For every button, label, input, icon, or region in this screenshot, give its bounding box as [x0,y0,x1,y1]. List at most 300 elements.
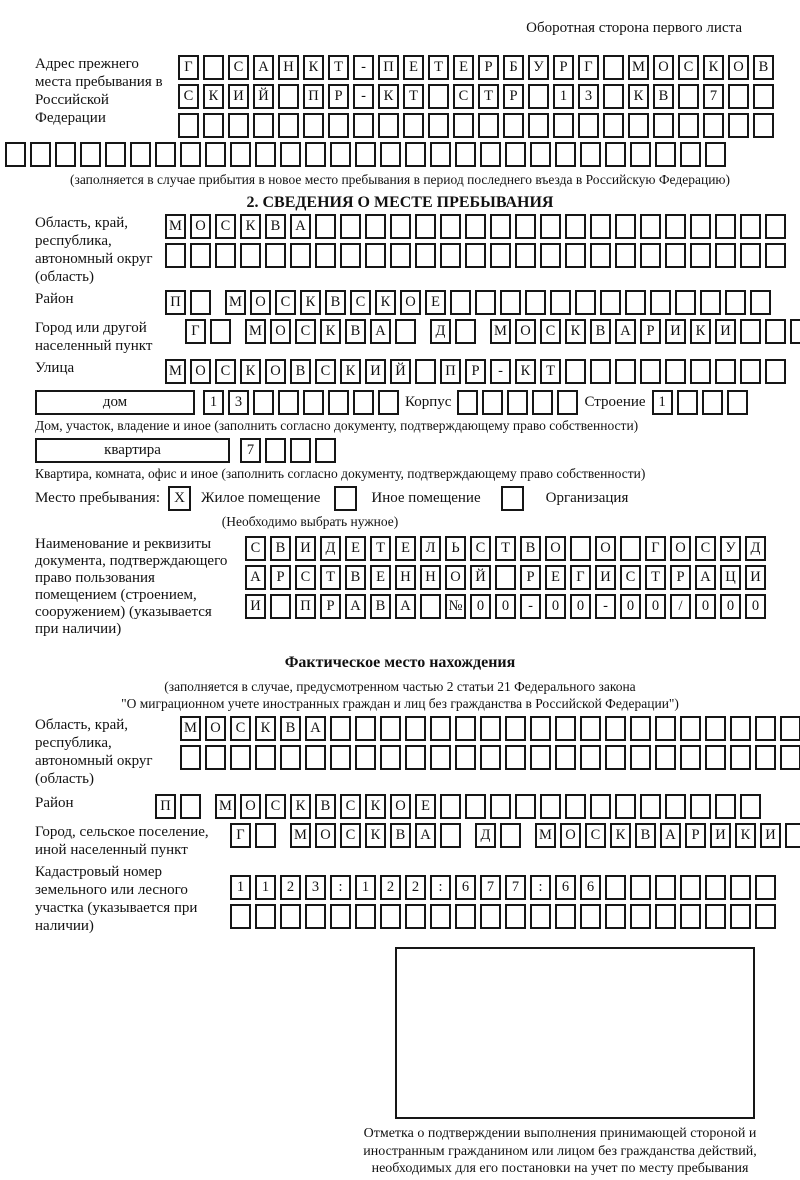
char-box[interactable] [305,904,326,929]
char-box[interactable]: 3 [578,84,599,109]
char-box[interactable]: Е [453,55,474,80]
char-box[interactable] [480,716,501,741]
char-box[interactable] [603,113,624,138]
char-box[interactable]: М [535,823,556,848]
char-box[interactable]: Г [645,536,666,561]
char-box[interactable] [380,745,401,770]
char-box[interactable]: У [528,55,549,80]
char-box[interactable] [315,214,336,239]
char-box[interactable] [480,142,501,167]
char-box[interactable] [30,142,51,167]
char-box[interactable]: К [240,214,261,239]
char-box[interactable]: В [345,565,366,590]
char-box[interactable]: К [565,319,586,344]
char-box[interactable] [665,214,686,239]
char-box[interactable] [730,904,751,929]
char-box[interactable] [405,716,426,741]
char-box[interactable] [330,142,351,167]
char-box[interactable]: 2 [280,875,301,900]
char-box[interactable]: И [710,823,731,848]
char-box[interactable]: М [628,55,649,80]
char-box[interactable]: В [280,716,301,741]
char-box[interactable] [615,243,636,268]
char-box[interactable]: П [378,55,399,80]
char-box[interactable] [240,243,261,268]
char-box[interactable]: И [228,84,249,109]
char-box[interactable]: К [375,290,396,315]
char-box[interactable]: - [353,84,374,109]
char-box[interactable]: Д [745,536,766,561]
char-box[interactable] [278,113,299,138]
char-box[interactable] [703,113,724,138]
char-box[interactable] [490,794,511,819]
char-box[interactable]: П [440,359,461,384]
char-box[interactable]: Л [420,536,441,561]
char-box[interactable] [605,716,626,741]
char-box[interactable]: О [190,214,211,239]
char-box[interactable] [675,290,696,315]
char-box[interactable] [330,904,351,929]
char-box[interactable] [455,904,476,929]
char-box[interactable]: С [340,823,361,848]
char-box[interactable] [727,390,748,415]
char-box[interactable]: К [300,290,321,315]
char-box[interactable] [528,84,549,109]
char-box[interactable] [278,84,299,109]
char-box[interactable]: А [305,716,326,741]
char-box[interactable] [705,875,726,900]
char-box[interactable]: В [390,823,411,848]
char-box[interactable]: В [753,55,774,80]
char-box[interactable] [190,243,211,268]
char-box[interactable] [650,290,671,315]
char-box[interactable]: П [303,84,324,109]
char-box[interactable]: Р [640,319,661,344]
char-box[interactable]: Е [370,565,391,590]
char-box[interactable] [557,390,578,415]
char-box[interactable] [605,142,626,167]
char-box[interactable] [540,794,561,819]
char-box[interactable] [640,214,661,239]
char-box[interactable] [575,290,596,315]
char-box[interactable] [555,142,576,167]
char-box[interactable] [130,142,151,167]
char-box[interactable] [530,716,551,741]
char-box[interactable] [455,716,476,741]
char-box[interactable] [210,319,231,344]
char-box[interactable] [305,745,326,770]
char-box[interactable] [390,214,411,239]
char-box[interactable]: Е [395,536,416,561]
char-box[interactable] [640,359,661,384]
char-box[interactable]: О [315,823,336,848]
char-box[interactable] [603,55,624,80]
char-box[interactable]: С [230,716,251,741]
char-box[interactable]: Г [230,823,251,848]
char-box[interactable]: М [215,794,236,819]
char-box[interactable]: И [665,319,686,344]
char-box[interactable]: / [670,594,691,619]
char-box[interactable] [215,243,236,268]
char-box[interactable] [565,214,586,239]
char-box[interactable] [755,875,776,900]
char-box[interactable]: К [378,84,399,109]
char-box[interactable] [500,823,521,848]
char-box[interactable] [640,794,661,819]
char-box[interactable]: Р [553,55,574,80]
char-box[interactable] [505,745,526,770]
char-box[interactable]: Д [430,319,451,344]
char-box[interactable] [605,904,626,929]
char-box[interactable] [203,55,224,80]
char-box[interactable] [655,142,676,167]
char-box[interactable] [765,359,786,384]
char-box[interactable] [190,290,211,315]
char-box[interactable] [395,319,416,344]
char-box[interactable]: Т [478,84,499,109]
char-box[interactable]: Е [545,565,566,590]
char-box[interactable]: С [695,536,716,561]
char-box[interactable] [640,243,661,268]
char-box[interactable] [690,794,711,819]
char-box[interactable]: 2 [380,875,401,900]
char-box[interactable]: К [365,794,386,819]
char-box[interactable] [590,359,611,384]
char-box[interactable]: В [370,594,391,619]
char-box[interactable] [630,716,651,741]
char-box[interactable] [755,716,776,741]
char-box[interactable] [230,142,251,167]
char-box[interactable]: К [203,84,224,109]
char-box[interactable] [353,390,374,415]
char-box[interactable] [330,745,351,770]
char-box[interactable]: А [370,319,391,344]
char-box[interactable] [780,716,800,741]
char-box[interactable]: Й [390,359,411,384]
char-box[interactable]: Р [478,55,499,80]
char-box[interactable] [740,319,761,344]
char-box[interactable]: К [515,359,536,384]
char-box[interactable] [728,113,749,138]
char-box[interactable] [465,794,486,819]
char-box[interactable]: К [255,716,276,741]
char-box[interactable]: К [610,823,631,848]
char-box[interactable] [630,904,651,929]
char-box[interactable]: О [390,794,411,819]
char-box[interactable] [405,745,426,770]
char-box[interactable] [305,142,326,167]
char-box[interactable]: 7 [240,438,261,463]
char-box[interactable] [615,359,636,384]
char-box[interactable]: 0 [495,594,516,619]
char-box[interactable]: Г [185,319,206,344]
stay-type-checkbox-org[interactable] [501,486,524,511]
char-box[interactable]: О [595,536,616,561]
char-box[interactable] [178,113,199,138]
char-box[interactable] [330,716,351,741]
char-box[interactable] [690,214,711,239]
char-box[interactable] [303,390,324,415]
char-box[interactable] [380,142,401,167]
char-box[interactable] [415,214,436,239]
char-box[interactable]: В [270,536,291,561]
char-box[interactable]: А [395,594,416,619]
char-box[interactable]: К [628,84,649,109]
char-box[interactable]: А [245,565,266,590]
char-box[interactable]: К [703,55,724,80]
char-box[interactable]: Г [178,55,199,80]
char-box[interactable] [475,290,496,315]
char-box[interactable]: С [215,214,236,239]
char-box[interactable]: С [295,319,316,344]
char-box[interactable]: - [490,359,511,384]
char-box[interactable]: 1 [255,875,276,900]
char-box[interactable]: С [340,794,361,819]
char-box[interactable]: С [470,536,491,561]
char-box[interactable]: Ь [445,536,466,561]
char-box[interactable]: С [245,536,266,561]
char-box[interactable]: А [415,823,436,848]
char-box[interactable]: С [315,359,336,384]
char-box[interactable] [740,214,761,239]
char-box[interactable] [355,716,376,741]
char-box[interactable]: Т [403,84,424,109]
char-box[interactable] [405,142,426,167]
char-box[interactable] [780,745,800,770]
char-box[interactable] [532,390,553,415]
char-box[interactable] [478,113,499,138]
char-box[interactable]: 7 [505,875,526,900]
char-box[interactable]: Ц [720,565,741,590]
char-box[interactable] [415,359,436,384]
char-box[interactable] [600,290,621,315]
char-box[interactable]: О [728,55,749,80]
char-box[interactable]: Т [495,536,516,561]
char-box[interactable]: 1 [230,875,251,900]
char-box[interactable] [480,904,501,929]
char-box[interactable]: П [155,794,176,819]
char-box[interactable] [530,142,551,167]
char-box[interactable] [303,113,324,138]
char-box[interactable] [290,243,311,268]
char-box[interactable]: - [595,594,616,619]
char-box[interactable] [328,113,349,138]
char-box[interactable] [253,390,274,415]
char-box[interactable] [630,745,651,770]
char-box[interactable]: 0 [720,594,741,619]
char-box[interactable] [628,113,649,138]
char-box[interactable]: 0 [645,594,666,619]
char-box[interactable]: О [190,359,211,384]
char-box[interactable]: Е [415,794,436,819]
char-box[interactable] [580,904,601,929]
char-box[interactable] [603,84,624,109]
char-box[interactable]: С [678,55,699,80]
char-box[interactable] [655,716,676,741]
char-box[interactable]: О [240,794,261,819]
char-box[interactable] [755,904,776,929]
char-box[interactable] [565,243,586,268]
char-box[interactable] [280,904,301,929]
char-box[interactable]: С [620,565,641,590]
char-box[interactable]: 6 [455,875,476,900]
char-box[interactable] [753,84,774,109]
char-box[interactable]: 1 [553,84,574,109]
char-box[interactable] [490,214,511,239]
char-box[interactable] [565,794,586,819]
char-box[interactable] [355,745,376,770]
char-box[interactable]: М [290,823,311,848]
char-box[interactable]: Д [320,536,341,561]
char-box[interactable] [255,142,276,167]
char-box[interactable]: О [653,55,674,80]
char-box[interactable] [590,214,611,239]
char-box[interactable] [507,390,528,415]
char-box[interactable] [705,142,726,167]
char-box[interactable]: О [670,536,691,561]
char-box[interactable]: А [345,594,366,619]
char-box[interactable] [490,243,511,268]
char-box[interactable]: С [228,55,249,80]
char-box[interactable]: М [165,214,186,239]
char-box[interactable]: К [340,359,361,384]
char-box[interactable]: О [270,319,291,344]
char-box[interactable] [440,243,461,268]
char-box[interactable]: Р [465,359,486,384]
char-box[interactable] [605,745,626,770]
char-box[interactable]: С [585,823,606,848]
char-box[interactable] [503,113,524,138]
char-box[interactable]: О [400,290,421,315]
char-box[interactable]: О [560,823,581,848]
char-box[interactable] [580,142,601,167]
char-box[interactable] [80,142,101,167]
char-box[interactable]: С [540,319,561,344]
char-box[interactable]: - [353,55,374,80]
char-box[interactable] [655,904,676,929]
char-box[interactable]: Р [520,565,541,590]
char-box[interactable]: У [720,536,741,561]
char-box[interactable]: Т [645,565,666,590]
char-box[interactable] [715,359,736,384]
char-box[interactable] [255,745,276,770]
char-box[interactable]: В [635,823,656,848]
char-box[interactable] [665,794,686,819]
char-box[interactable] [715,214,736,239]
char-box[interactable] [565,359,586,384]
char-box[interactable] [555,716,576,741]
char-box[interactable] [755,745,776,770]
char-box[interactable] [495,565,516,590]
char-box[interactable]: Й [470,565,491,590]
char-box[interactable]: А [695,565,716,590]
char-box[interactable] [740,794,761,819]
char-box[interactable] [380,716,401,741]
char-box[interactable] [265,243,286,268]
char-box[interactable] [630,875,651,900]
char-box[interactable] [455,142,476,167]
char-box[interactable] [705,745,726,770]
char-box[interactable]: И [365,359,386,384]
char-box[interactable] [690,359,711,384]
char-box[interactable]: П [165,290,186,315]
char-box[interactable] [430,716,451,741]
char-box[interactable]: М [180,716,201,741]
char-box[interactable] [180,142,201,167]
char-box[interactable]: И [760,823,781,848]
char-box[interactable] [505,904,526,929]
char-box[interactable] [428,113,449,138]
char-box[interactable]: А [253,55,274,80]
char-box[interactable] [228,113,249,138]
char-box[interactable]: К [240,359,261,384]
char-box[interactable]: В [325,290,346,315]
char-box[interactable] [705,716,726,741]
char-box[interactable] [785,823,800,848]
char-box[interactable] [630,142,651,167]
char-box[interactable] [105,142,126,167]
char-box[interactable]: Р [320,594,341,619]
char-box[interactable] [515,794,536,819]
char-box[interactable]: Р [503,84,524,109]
char-box[interactable] [677,390,698,415]
char-box[interactable]: И [745,565,766,590]
char-box[interactable] [530,904,551,929]
char-box[interactable] [715,243,736,268]
char-box[interactable] [700,290,721,315]
char-box[interactable] [765,319,786,344]
char-box[interactable]: С [265,794,286,819]
char-box[interactable]: Г [570,565,591,590]
char-box[interactable] [680,904,701,929]
char-box[interactable] [440,823,461,848]
char-box[interactable] [155,142,176,167]
char-box[interactable]: И [295,536,316,561]
char-box[interactable]: Н [395,565,416,590]
char-box[interactable]: К [303,55,324,80]
char-box[interactable]: С [275,290,296,315]
char-box[interactable] [278,390,299,415]
char-box[interactable]: 0 [620,594,641,619]
char-box[interactable] [420,594,441,619]
char-box[interactable] [653,113,674,138]
char-box[interactable] [580,745,601,770]
char-box[interactable] [715,794,736,819]
char-box[interactable]: Р [270,565,291,590]
char-box[interactable] [550,290,571,315]
char-box[interactable] [55,142,76,167]
stay-type-checkbox-inoe[interactable] [334,486,357,511]
char-box[interactable] [678,113,699,138]
char-box[interactable] [680,875,701,900]
char-box[interactable] [390,243,411,268]
char-box[interactable] [290,438,311,463]
char-box[interactable]: - [520,594,541,619]
char-box[interactable] [465,214,486,239]
char-box[interactable] [655,745,676,770]
char-box[interactable]: О [515,319,536,344]
char-box[interactable] [705,904,726,929]
char-box[interactable] [553,113,574,138]
char-box[interactable]: 2 [405,875,426,900]
char-box[interactable] [753,113,774,138]
char-box[interactable] [365,214,386,239]
char-box[interactable]: С [215,359,236,384]
char-box[interactable]: О [205,716,226,741]
char-box[interactable] [505,716,526,741]
char-box[interactable] [430,745,451,770]
char-box[interactable]: 0 [695,594,716,619]
